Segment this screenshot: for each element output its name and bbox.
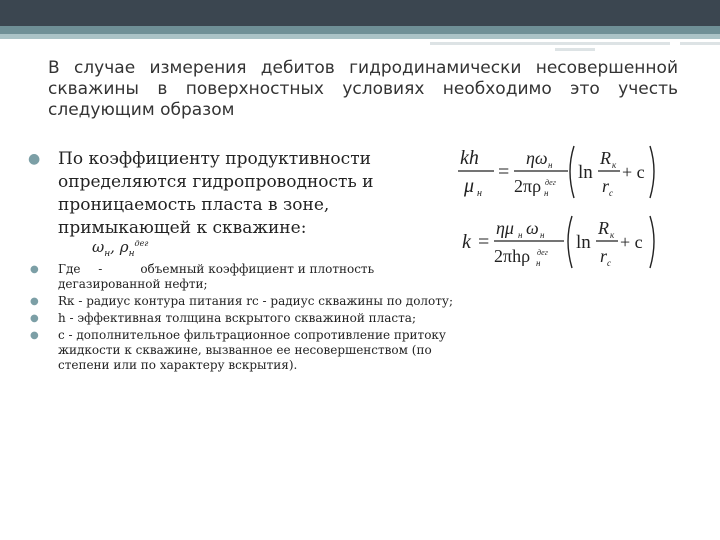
decor-stripe [680, 42, 720, 45]
svg-text:ω: ω [526, 218, 539, 238]
svg-text:r: r [602, 176, 610, 196]
formula-productivity-hydroconductivity [452, 140, 662, 204]
decor-stripe [430, 42, 670, 45]
svg-text:+ c: + c [622, 162, 645, 182]
svg-text:R: R [598, 218, 609, 238]
svg-text:к: к [612, 160, 617, 170]
decor-stripe [555, 48, 595, 51]
svg-text:к: к [610, 230, 615, 240]
symbols-omega-rho: $\omega_н$, $\rho_н^{дег}$ [92, 238, 149, 259]
list-item: ● Rк - радиус контура питания rс - радиус скважины по долоту; [30, 294, 454, 308]
svg-text:н: н [540, 230, 545, 240]
svg-text:н: н [544, 188, 549, 198]
main-bullet-text: По коэффициенту продуктивности определяются гидропроводность и проницаемость пласта в зоне, примыкающей к скважине: [58, 149, 374, 238]
accent-band [0, 26, 720, 34]
svg-text:2πρ: 2πρ [514, 176, 542, 196]
top-bar [0, 0, 720, 26]
formula-permeability [452, 210, 662, 274]
svg-text:н: н [536, 258, 541, 268]
definition-list [28, 262, 458, 375]
svg-text:н: н [548, 160, 553, 170]
bullet-icon: ● [28, 151, 41, 167]
svg-text:2πhρ: 2πhρ [494, 246, 531, 266]
svg-text:дег: дег [545, 178, 556, 187]
svg-text:μ: μ [464, 175, 475, 197]
svg-text:k: k [462, 231, 471, 253]
list-item: ● h - эффективная толщина вскрытого скважиной пласта; [30, 311, 416, 325]
accent-band-light [0, 34, 720, 39]
list-item: ● с - дополнительное фильтрационное сопротивление притоку жидкости к скважине, вызванное ее несовершенством (по степени или по характеру вскрытия). [30, 328, 446, 372]
svg-text:=: = [478, 231, 490, 253]
svg-text:ln: ln [578, 162, 593, 183]
svg-text:c: c [609, 188, 613, 198]
svg-text:=: = [498, 161, 510, 183]
bullet-icon: ● [30, 330, 39, 341]
main-bullet [28, 148, 398, 240]
svg-text:н: н [518, 230, 523, 240]
bullet-icon: ● [30, 296, 39, 307]
svg-text:+ c: + c [620, 232, 643, 252]
svg-text:н: н [477, 188, 482, 199]
slide-title: В случае измерения дебитов гидродинамически несовершенной скважины в поверхностных условиях необходимо это учесть следующим образом [48, 58, 678, 120]
svg-text:c: c [607, 258, 611, 268]
svg-text:ημ: ημ [496, 218, 514, 238]
svg-text:ηω: ηω [526, 148, 548, 168]
bullet-icon: ● [30, 264, 39, 275]
list-item: ● Где - объемный коэффициент и плотность дегазированной нефти; [30, 262, 375, 291]
svg-text:R: R [600, 148, 611, 168]
svg-text:kh: kh [460, 147, 479, 169]
svg-text:дег: дег [537, 248, 548, 257]
bullet-icon: ● [30, 313, 39, 324]
svg-text:r: r [600, 246, 608, 266]
svg-text:ln: ln [576, 232, 591, 253]
